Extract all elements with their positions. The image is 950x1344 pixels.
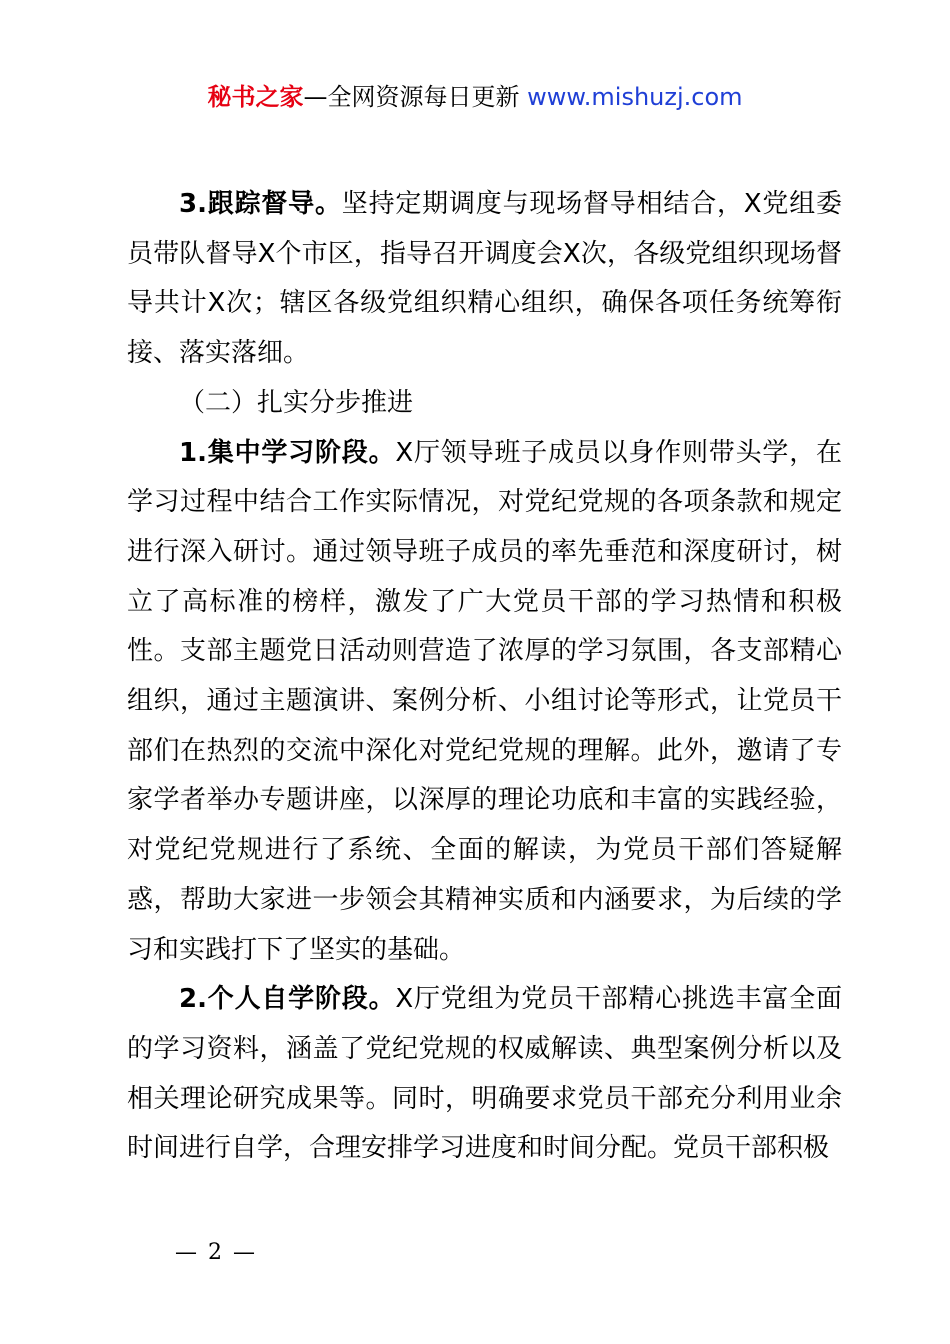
paragraph-lead: 3.跟踪督导。 [179, 189, 342, 219]
paragraph-lead: 1.集中学习阶段。 [179, 437, 396, 468]
paragraph-text: X厅党组为党员干部精心挑选丰富全面的学习资料，涵盖了党纪党规的权威解读、典型案例分析以及相关理论研究成果等。同时，明确要求党员干部充分利用业余时间进行自学，合理安排学习进度和时间分配。党员干部积极 [127, 984, 842, 1164]
section-heading-text: （二）扎实分步推进 [179, 387, 414, 418]
paragraph-tracking-supervision [127, 180, 842, 379]
paragraph-lead: 2.个人自学阶段。 [179, 984, 396, 1015]
paragraph-text: 坚持定期调度与现场督导相结合，X党组委员带队督导X个市区，指导召开调度会X次，各级党组织现场督导共计X次；辖区各级党组织精心组织，确保各项任务统筹衔接、落实落细。 [127, 189, 843, 369]
paragraph-centralized-study [127, 429, 842, 976]
page-number: — 2 — [175, 1240, 257, 1265]
section-heading-step-advance [127, 379, 842, 429]
site-tagline: —全网资源每日更新 [303, 83, 520, 111]
paragraph-self-study [127, 975, 842, 1174]
site-url[interactable]: www.mishuzj.com [527, 83, 743, 111]
site-header [0, 80, 950, 114]
document-body [127, 180, 842, 1174]
paragraph-text: X厅领导班子成员以身作则带头学，在学习过程中结合工作实际情况，对党纪党规的各项条款和规定进行深入研讨。通过领导班子成员的率先垂范和深度研讨，树立了高标准的榜样，激发了广大党员干部的学习热情和积极性。支部主题党日活动则营造了浓厚的学习氛围，各支部精心组织，通过主题演讲、案例分析、小组讨论等形式，让党员干部们在热烈的交流中深化对党纪党规的理解。此外，邀请了专家学者举办专题讲座，以深厚的理论功底和丰富的实践经验，对党纪党规进行了系统、全面的解读，为党员干部们答疑解惑，帮助大家进一步领会其精神实质和内涵要求，为后续的学习和实践打下了坚实的基础。 [127, 437, 842, 965]
site-brand: 秘书之家 [207, 83, 304, 111]
